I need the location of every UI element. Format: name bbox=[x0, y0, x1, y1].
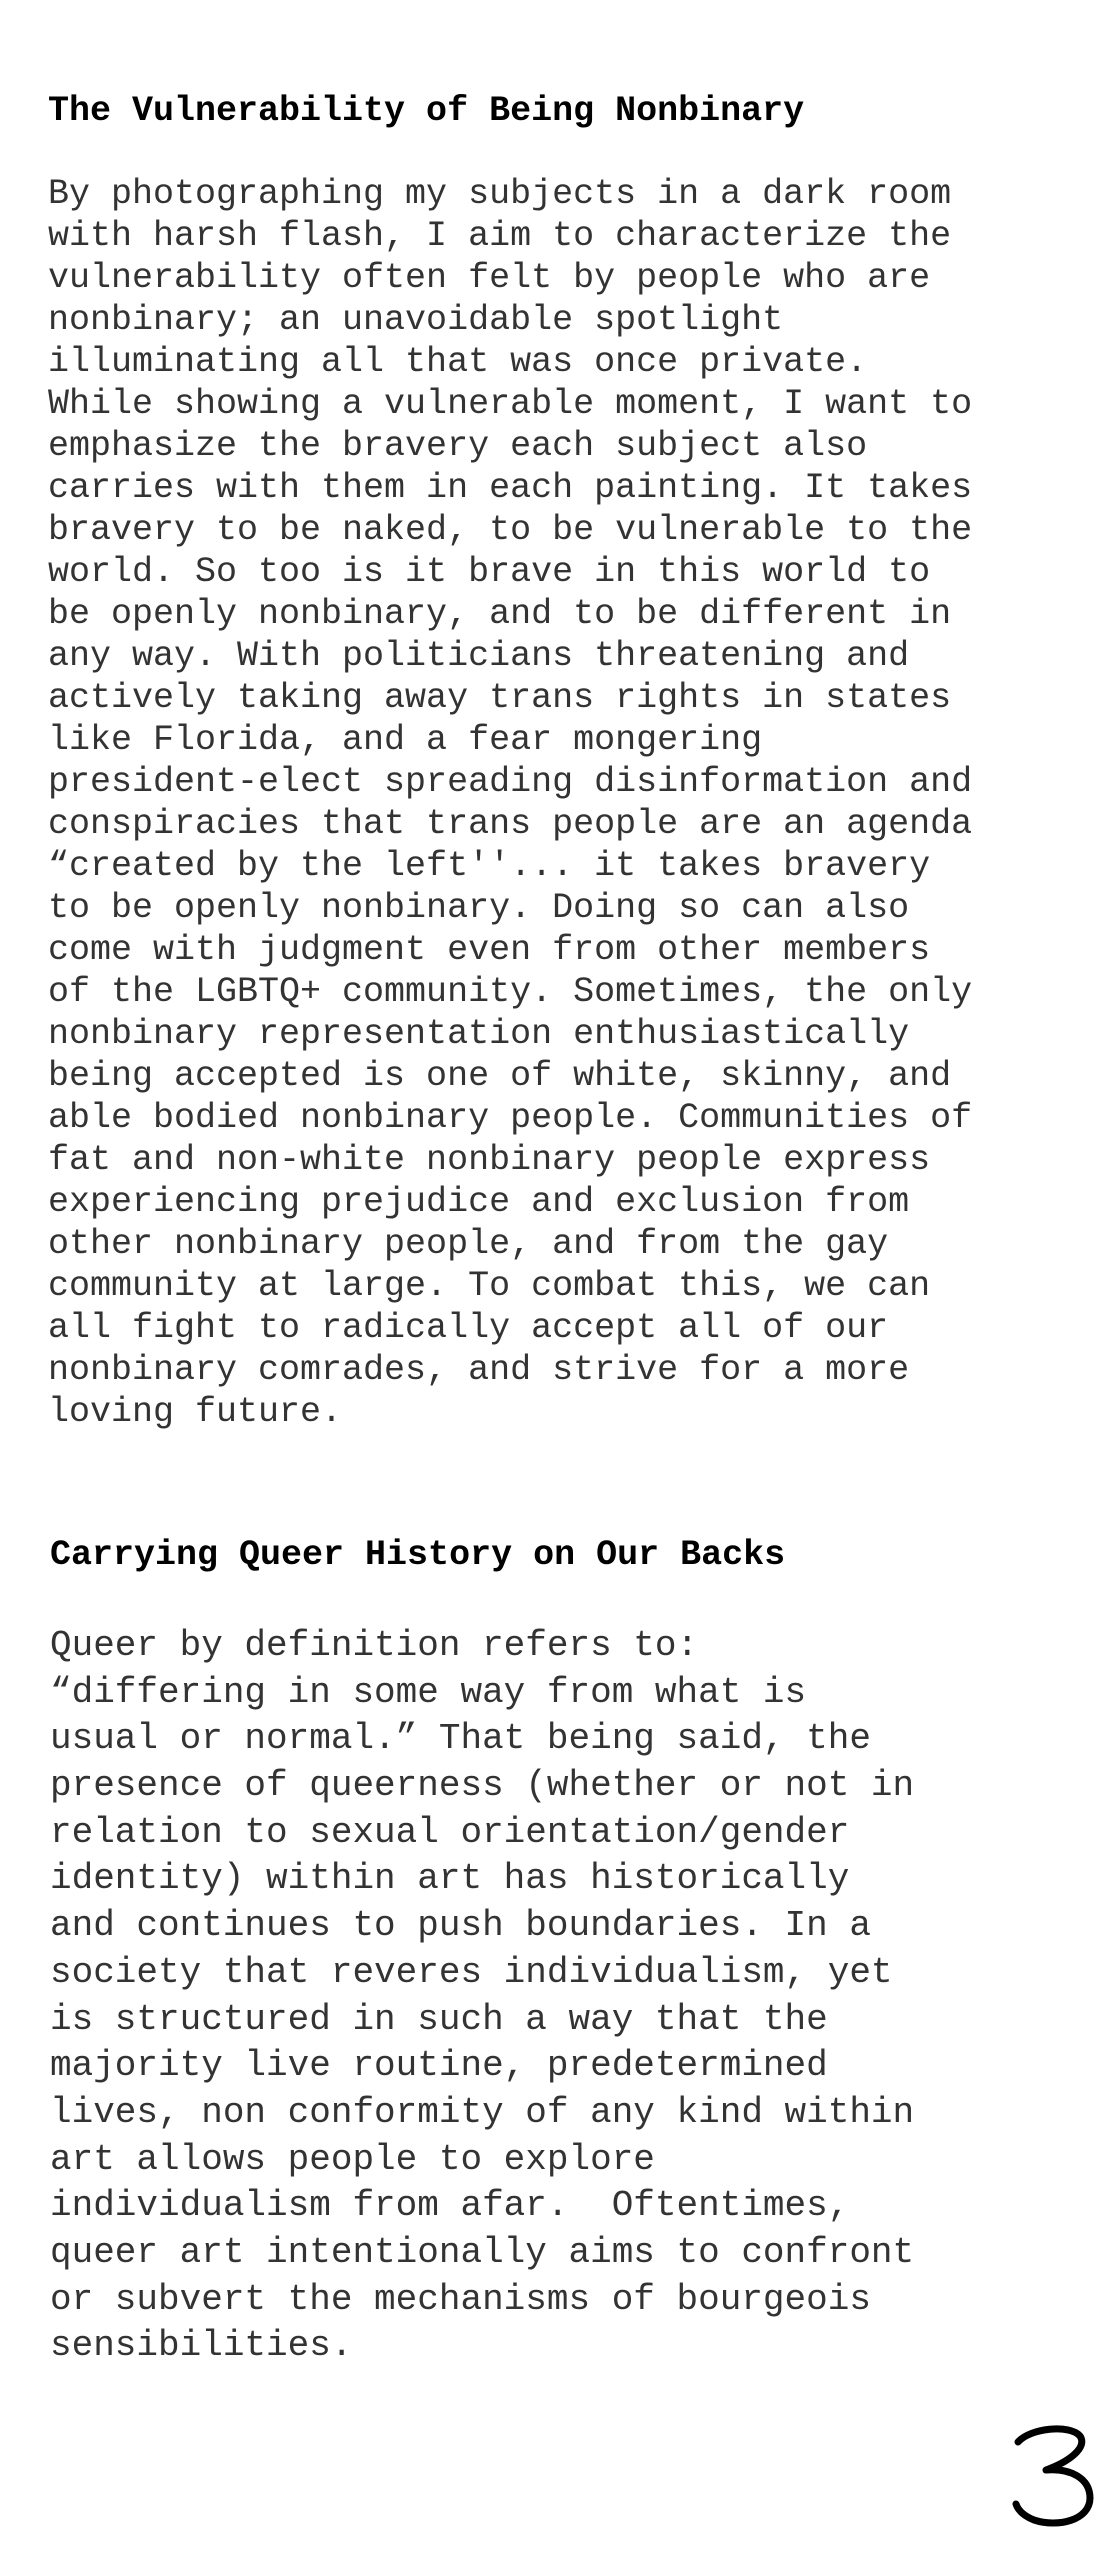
body-line: any way. With politicians threatening and bbox=[48, 636, 910, 676]
body-line: vulnerability often felt by people who are bbox=[48, 258, 931, 298]
body-line: illuminating all that was once private. bbox=[48, 342, 868, 382]
body-line: world. So too is it brave in this world to bbox=[48, 552, 931, 592]
body-line: Queer by definition refers to: bbox=[50, 1625, 699, 1666]
body-line: art allows people to explore bbox=[50, 2138, 655, 2180]
body-line: nonbinary comrades, and strive for a more bbox=[48, 1350, 910, 1390]
section-body bbox=[50, 1623, 1090, 2370]
body-line: fat and non-white nonbinary people express bbox=[48, 1140, 931, 1180]
body-line: or subvert the mechanisms of bourgeois bbox=[50, 2278, 871, 2320]
page-number bbox=[1008, 2420, 1098, 2530]
body-line: nonbinary; an unavoidable spotlight bbox=[48, 300, 784, 340]
body-line: of the LGBTQ+ community. Sometimes, the only bbox=[48, 972, 973, 1012]
body-line: community at large. To combat this, we can bbox=[48, 1266, 931, 1306]
body-line: actively taking away trans rights in states bbox=[48, 678, 952, 718]
body-line: sensibilities. bbox=[50, 2325, 353, 2367]
body-line: like Florida, and a fear mongering bbox=[48, 720, 763, 760]
body-line: president-elect spreading disinformation and bbox=[48, 762, 973, 802]
body-line: able bodied nonbinary people. Communities of bbox=[48, 1098, 973, 1138]
body-line: come with judgment even from other members bbox=[48, 930, 931, 970]
body-line: While showing a vulnerable moment, I want to bbox=[48, 384, 973, 424]
body-line: carries with them in each painting. It takes bbox=[48, 468, 973, 508]
body-line: bravery to be naked, to be vulnerable to the bbox=[48, 510, 973, 550]
body-line: individualism from afar. Oftentimes, bbox=[50, 2185, 850, 2227]
body-line: majority live routine, predetermined bbox=[50, 2045, 828, 2087]
body-line: to be openly nonbinary. Doing so can also bbox=[48, 888, 910, 928]
body-line: By photographing my subjects in a dark room bbox=[48, 174, 952, 214]
body-line: be openly nonbinary, and to be different in bbox=[48, 594, 952, 634]
body-line: conspiracies that trans people are an agenda bbox=[48, 804, 973, 844]
body-line: being accepted is one of white, skinny, and bbox=[48, 1056, 952, 1096]
body-line: identity) within art has historically bbox=[50, 1858, 850, 1900]
body-line: loving future. bbox=[48, 1392, 343, 1432]
body-line: relation to sexual orientation/gender bbox=[50, 1811, 850, 1853]
body-line: with harsh flash, I aim to characterize the bbox=[48, 216, 952, 256]
body-line: and continues to push boundaries. In a bbox=[50, 1905, 871, 1947]
handwritten-page-number bbox=[1008, 2420, 1098, 2530]
body-line: experiencing prejudice and exclusion from bbox=[48, 1182, 910, 1222]
body-line: “created by the left''... it takes bravery bbox=[48, 846, 931, 886]
body-line: presence of queerness (whether or not in bbox=[50, 1765, 915, 1807]
body-line: emphasize the bravery each subject also bbox=[48, 426, 868, 466]
body-line: usual or normal.” That being said, the bbox=[50, 1718, 871, 1760]
section-body bbox=[48, 173, 1088, 1433]
body-line: society that reveres individualism, yet bbox=[50, 1951, 893, 1993]
body-line: other nonbinary people, and from the gay bbox=[48, 1224, 889, 1264]
section-vulnerability bbox=[48, 90, 1088, 1433]
section-heading: The Vulnerability of Being Nonbinary bbox=[48, 91, 805, 131]
body-line: is structured in such a way that the bbox=[50, 1998, 828, 2040]
body-line: all fight to radically accept all of our bbox=[48, 1308, 889, 1348]
body-line: lives, non conformity of any kind within bbox=[50, 2091, 915, 2133]
body-line: “differing in some way from what is bbox=[50, 1671, 807, 1713]
body-line: queer art intentionally aims to confront bbox=[50, 2231, 915, 2273]
section-queer-history bbox=[50, 1534, 1090, 2370]
body-line: nonbinary representation enthusiastically bbox=[48, 1014, 910, 1054]
section-heading: Carrying Queer History on Our Backs bbox=[50, 1535, 786, 1575]
